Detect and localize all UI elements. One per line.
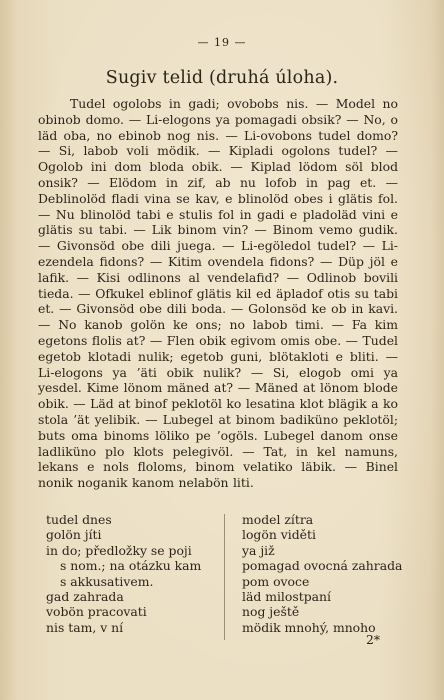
vocab-entry: mödik mnohý, mnoho — [242, 619, 376, 635]
vocabulary-left-column — [46, 512, 216, 635]
vocab-entry: tudel dnes — [46, 512, 112, 527]
page-number: — 19 — — [197, 36, 247, 49]
vocab-entry: nog ještě — [242, 604, 300, 620]
vocab-entry-continuation: s akkusativem. — [60, 573, 154, 589]
vocabulary-section — [0, 512, 444, 652]
vocab-entry: läd milostpaní — [242, 589, 331, 605]
signature-mark: 2* — [366, 632, 381, 647]
vocab-entry: pomagad ovocná zahrada — [242, 558, 403, 574]
vocab-entry: logön viděti — [242, 527, 316, 543]
lesson-paragraph: Tudel ogolobs in gadi; ovobobs nis. — Model no obinob domo. — Li-elogons ya pomagadi obsik? — No, o läd oba, no ebinob nog nis. — Li-ovobons tudel domo? — Si, labob voli mödik. — Kipladi ogolons tudel? — Ogolob ini dom bloda obik. — Kiplad lödom söl blod onsik? — Elödom in zif, ab nu lofob in pag et. — Deblinolöd fladi vina se kav, e blinolöd obes i glätis fol. — Nu blinolöd tabi e stulis fol in gadi e pladoläd vini e glätis su tabi. — Lik binom vin? — Binom vemo gudik. — Givonsöd obe dili juega. — Li-egöledol tudel? — Li-ezendela fidons? — Kitim ovendela fidons? — Düp jöl e lafik. — Kisi odlinons al vendelafid? — Odlinob bovili tieda. — Ofkukel eblinof glätis kil ed äpladof otis su tabi et. — Givonsöd obe dili boda. — Golonsöd ke ob in kavi. — No kanob golön ke ons; no labob timi. — Fa kim egetons flolis at? — Flen obik egivom omis obe. — Tudel egetob klotadi nulik; egetob guni, blötakloti e bliti. — Li-elogons ya ’äti obik nulik? — Si, elogob omi ya yesdel. Kime lönom mäned at? — Mäned at lönom blode obik. — Läd at binof peklotöl ko lesatina klot blägik a ko stola ’ät yelibik. — Lubegel at binom badiküno peklotöl; buts oma binoms löliko pe ’ogöls. Lubegel danom onse ladliküno plo klots pelegivöl. — Tat, in kel namuns, lekans e nols floloms, binom velatiko läbik. — Binel nonik noganik kanom nelabön liti. — [38, 96, 398, 491]
column-divider — [224, 514, 225, 640]
vocab-entry: in do; předložky se poji — [46, 542, 192, 558]
vocab-entry: nis tam, v ní — [46, 619, 124, 635]
vocab-entry: gad zahrada — [46, 589, 124, 605]
vocab-entry: golön jíti — [46, 527, 102, 543]
vocab-entry: ya již — [242, 542, 275, 558]
vocab-entry: vobön pracovati — [46, 604, 147, 620]
vocab-entry: model zítra — [242, 512, 314, 527]
vocab-entry-continuation: s nom.; na otázku kam — [60, 558, 202, 574]
vocabulary-right-column — [242, 512, 412, 635]
lesson-title: Sugiv telid (druhá úloha). — [105, 68, 339, 88]
vocab-entry: pom ovoce — [242, 573, 310, 589]
